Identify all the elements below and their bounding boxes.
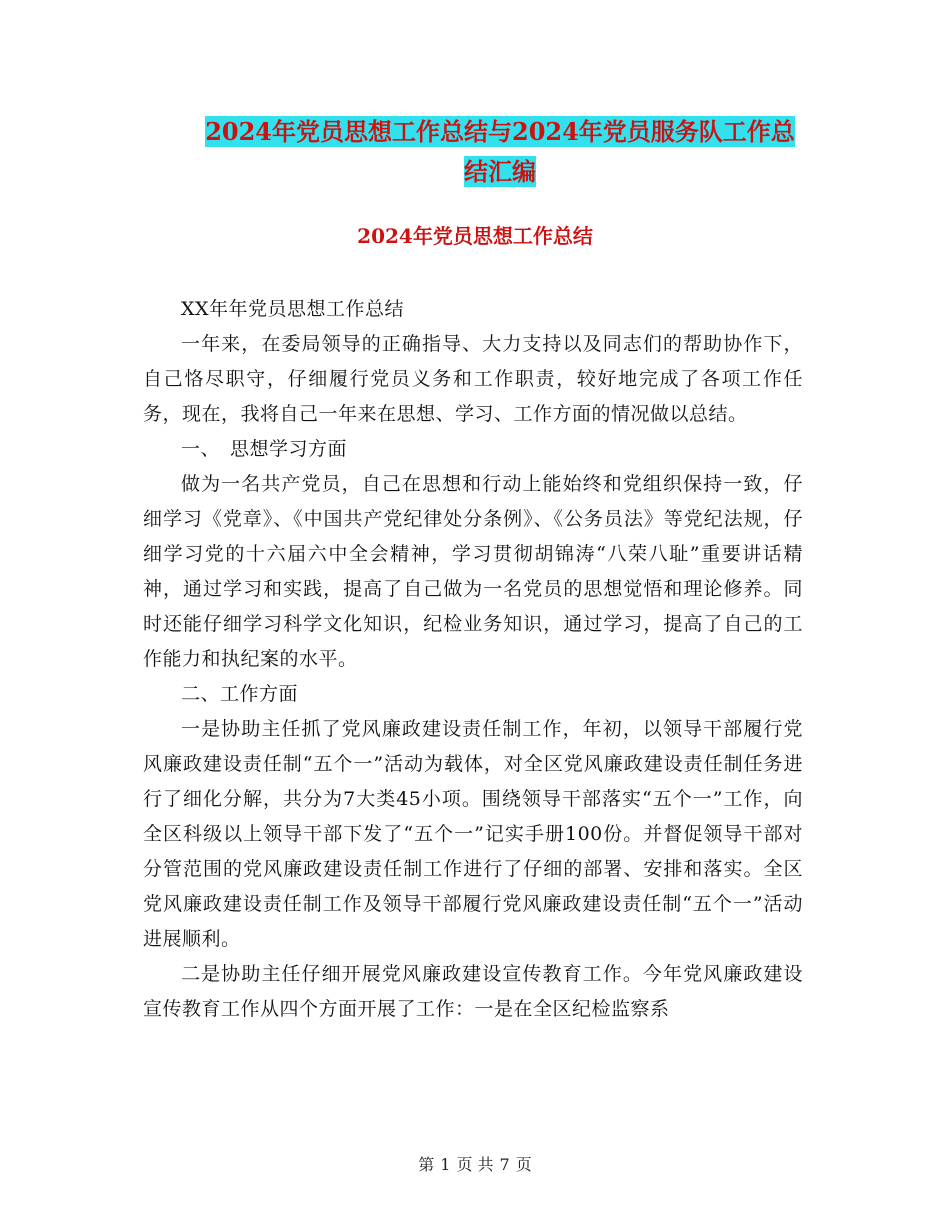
title-line-1: 2024年党员思想工作总结与2024年党员服务队工作总 (205, 117, 795, 146)
paragraph-section-2-item-2: 二是协助主任仔细开展党风廉政建设宣传教育工作。今年党风廉政建设宣传教育工作从四个方面开展了工作：一是在全区纪检监察系 (143, 963, 803, 1020)
footer-total-pages: 7 (499, 1155, 510, 1174)
footer-prefix: 第 (418, 1155, 435, 1174)
paragraph-section-1: 做为一名共产党员，自己在思想和行动上能始终和党组织保持一致，仔细学习《党章》、《中国共产党纪律处分条例》、《公务员法》等党纪法规，仔细学习党的十六届六中全会精神，学习贯彻胡锦涛“八荣八耻”重要讲话精神，通过学习和实践，提高了自己做为一名党员的思想觉悟和理论修养。同时还能仔细学习科学文化知识，纪检业务知识，通过学习，提高了自己的工作能力和执纪案的水平。 (143, 473, 803, 670)
footer-middle: 页 共 (456, 1155, 494, 1174)
title-line-2: 结汇编 (464, 157, 536, 186)
paragraph-section-2-heading: 二、工作方面 (181, 683, 299, 705)
paragraph-intro: 一年来，在委局领导的正确指导、大力支持以及同志们的帮助协作下，自己恪尽职守，仔细履行党员义务和工作职责，较好地完成了各项工作任务，现在，我将自己一年来在思想、学习、工作方面的情况做以总结。 (143, 333, 803, 425)
paragraph-heading: XX年年党员思想工作总结 (181, 298, 405, 320)
paragraph-section-2-item-1: 一是协助主任抓了党风廉政建设责任制工作，年初，以领导干部履行党风廉政建设责任制“五个一”活动为载体，对全区党风廉政建设责任制任务进行了细化分解，共分为7大类45小项。围绕领导干部落实“五个一”工作，向全区科级以上领导干部下发了“五个一”记实手册100份。并督促领导干部对分管范围的党风廉政建设责任制工作进行了仔细的部署、安排和落实。全区党风廉政建设责任制工作及领导干部履行党风廉政建设责任制“五个一”活动进展顺利。 (143, 718, 803, 950)
section-title: 2024年党员思想工作总结 (357, 224, 593, 248)
document-title (140, 112, 860, 192)
footer-current-page: 1 (440, 1155, 451, 1174)
document-body (143, 292, 803, 1027)
paragraph-section-1-heading: 一、 思想学习方面 (181, 438, 348, 460)
footer-suffix: 页 (515, 1155, 532, 1174)
page-footer (0, 1153, 950, 1177)
